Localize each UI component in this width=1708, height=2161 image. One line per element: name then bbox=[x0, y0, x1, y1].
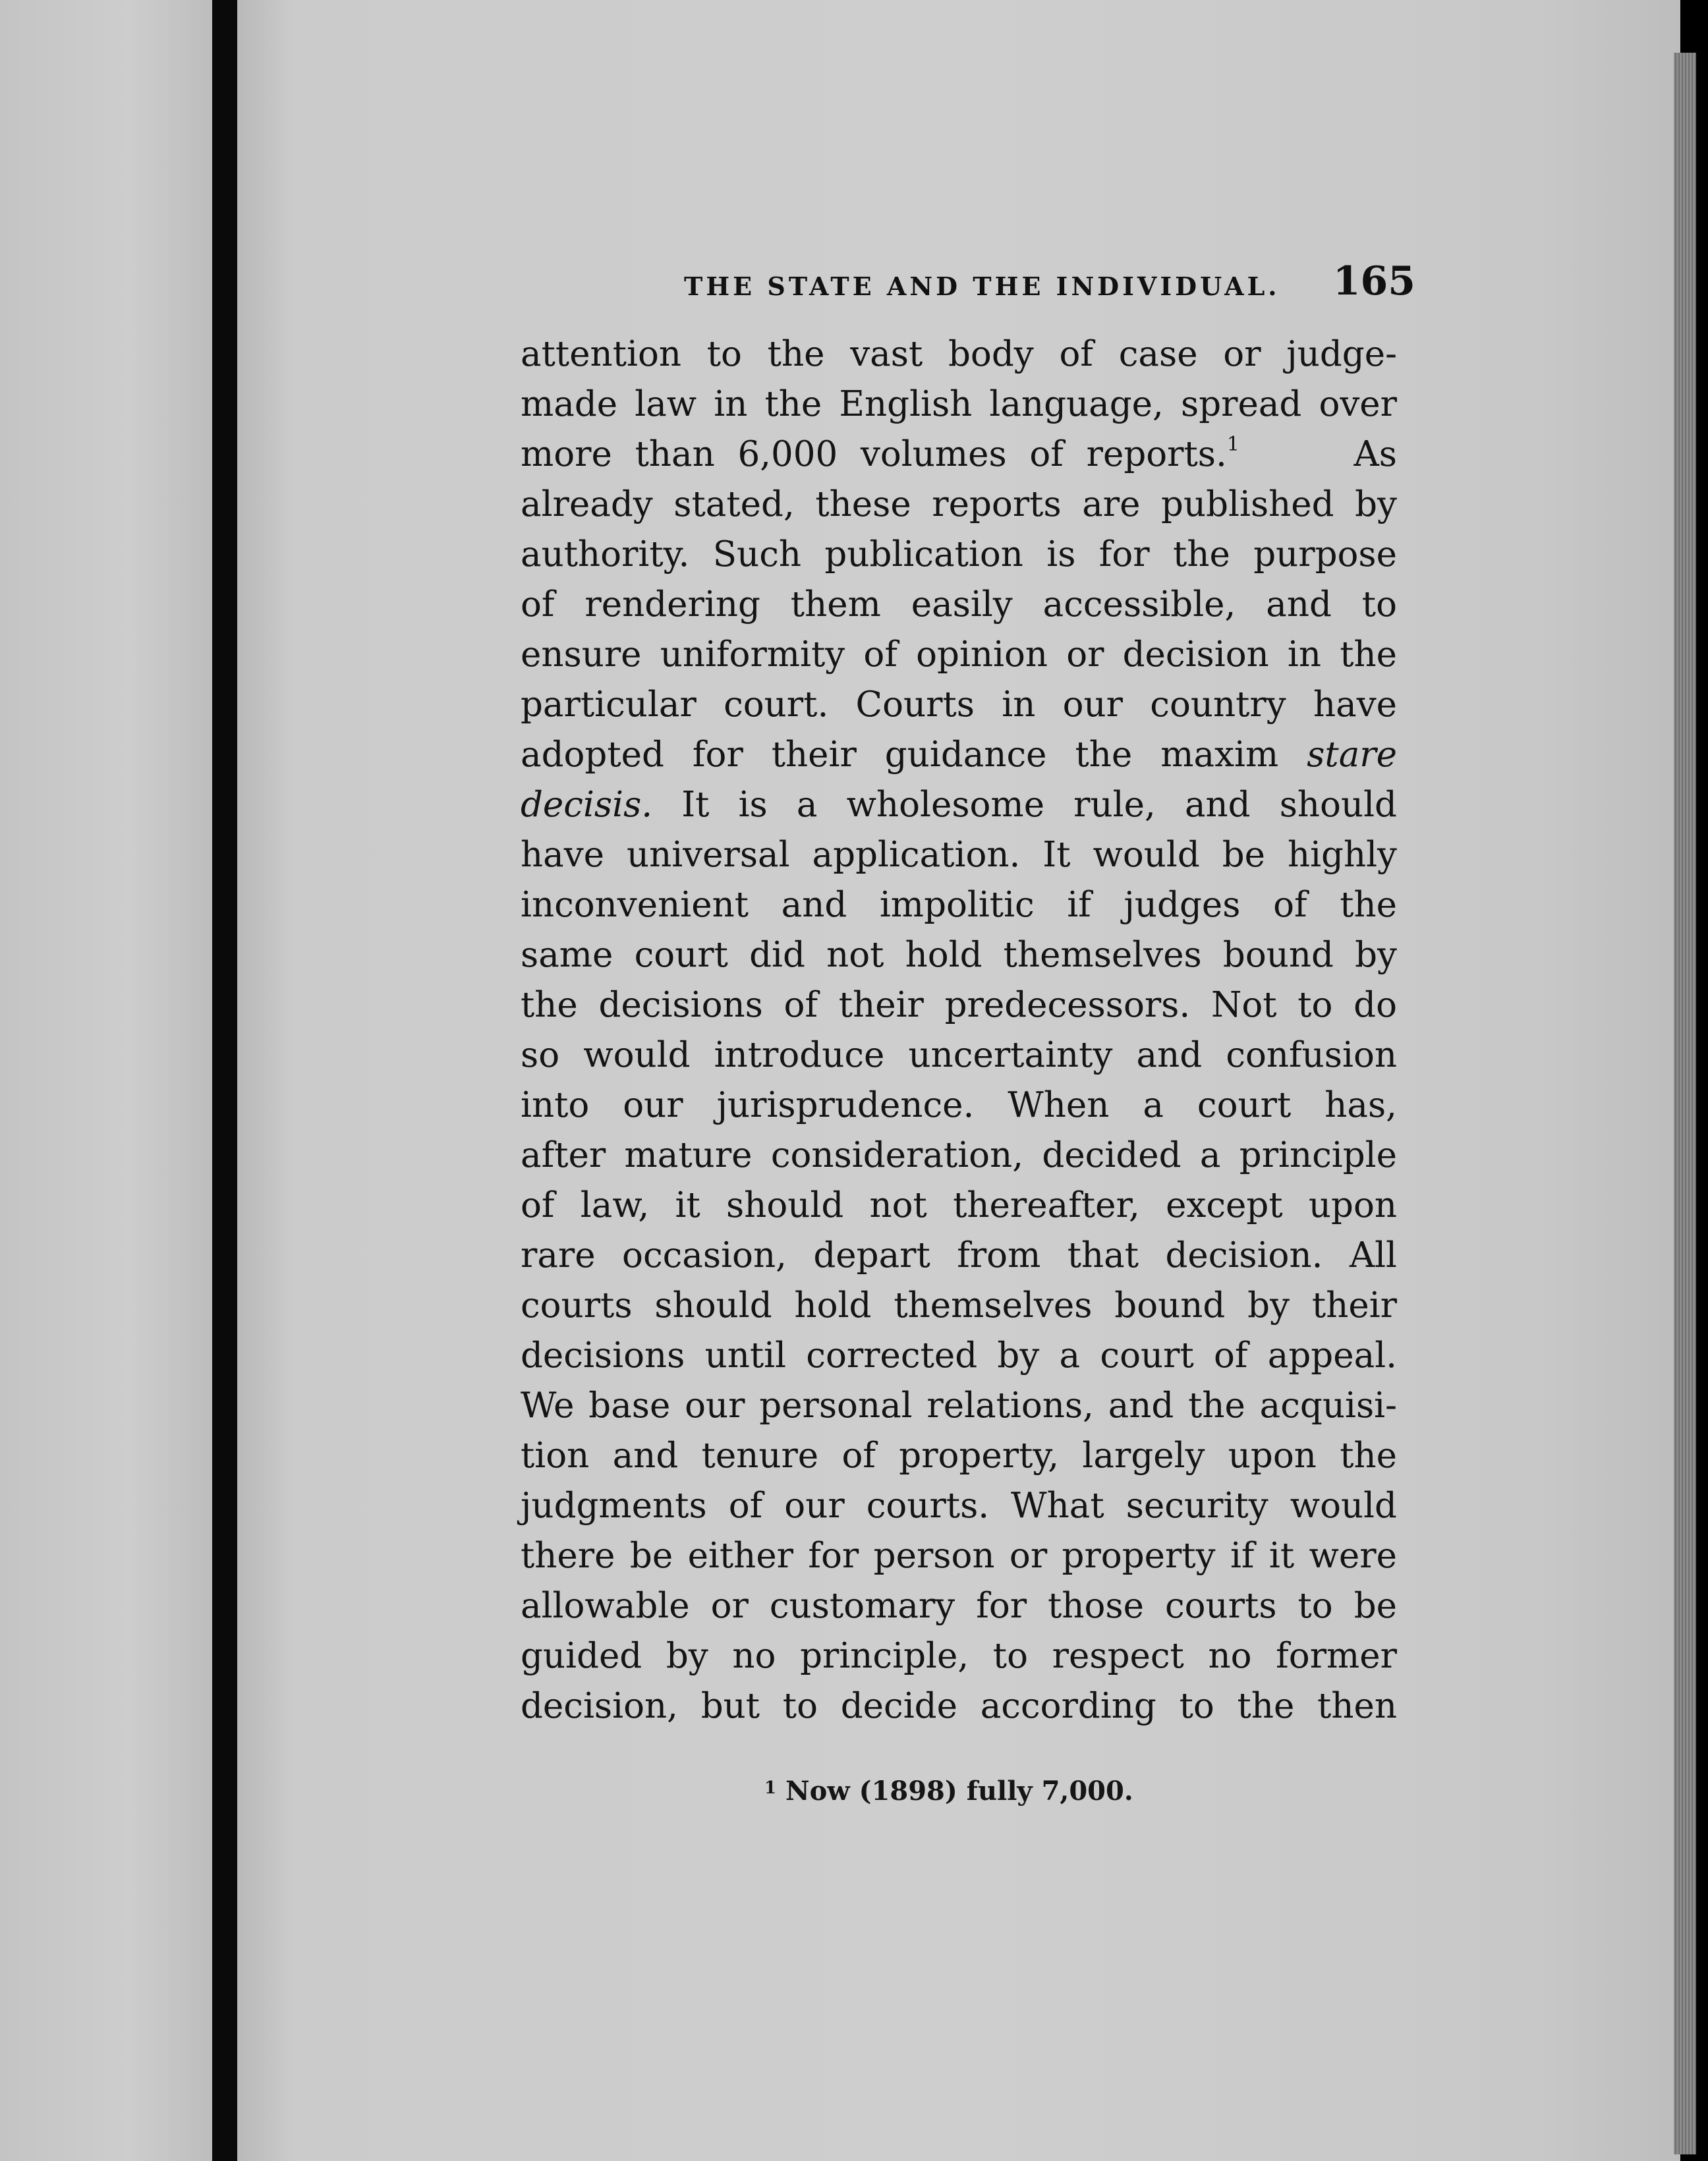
footnote-reference: 1 bbox=[1226, 433, 1239, 456]
text-line: attention to the vast body of case or judge- bbox=[521, 334, 1397, 374]
text-line bbox=[521, 730, 1397, 780]
page-number: 165 bbox=[1332, 258, 1415, 304]
text-line: so would introduce uncertainty and confusion bbox=[521, 1035, 1397, 1075]
text-line: rare occasion, depart from that decision. All bbox=[521, 1235, 1397, 1276]
text-line: into our jurisprudence. When a court has, bbox=[521, 1085, 1397, 1125]
italic-term: decisis. bbox=[521, 785, 653, 825]
text-line-segment: adopted for their guidance the maxim bbox=[521, 735, 1279, 775]
text-line-segment: more than 6,000 volumes of reports. bbox=[521, 434, 1227, 474]
text-line-segment: As bbox=[1353, 434, 1397, 474]
text-line: of law, it should not thereafter, except upon bbox=[521, 1185, 1397, 1225]
running-title: THE STATE AND THE INDIVIDUAL. bbox=[684, 271, 1280, 301]
page-header bbox=[684, 258, 1415, 318]
text-line: allowable or customary for those courts to be bbox=[521, 1586, 1397, 1626]
text-line: We base our personal relations, and the acquisi- bbox=[521, 1386, 1397, 1426]
text-line: ensure uniformity of opinion or decision in the bbox=[521, 634, 1397, 675]
text-line: tion and tenure of property, largely upon the bbox=[521, 1436, 1397, 1476]
book-gutter bbox=[212, 0, 237, 2161]
left-facing-page bbox=[0, 0, 212, 2161]
text-line-segment: It is a wholesome rule, and should bbox=[681, 785, 1397, 825]
page-edges bbox=[1674, 53, 1696, 2154]
footnote-text: Now (1898) fully 7,000. bbox=[785, 1776, 1133, 1807]
text-line: inconvenient and impolitic if judges of the bbox=[521, 885, 1397, 925]
text-line: same court did not hold themselves bound by bbox=[521, 935, 1397, 975]
text-line: made law in the English language, spread over bbox=[521, 384, 1397, 424]
footnote-marker: 1 bbox=[764, 1778, 777, 1798]
footnote bbox=[764, 1776, 1133, 1807]
text-line: particular court. Courts in our country have bbox=[521, 685, 1397, 725]
body-text bbox=[521, 329, 1397, 1731]
text-line: courts should hold themselves bound by their bbox=[521, 1285, 1397, 1326]
italic-term: stare bbox=[1307, 735, 1397, 775]
text-line: guided by no principle, to respect no former bbox=[521, 1636, 1397, 1676]
text-line bbox=[521, 780, 1397, 830]
text-line: decisions until corrected by a court of appeal. bbox=[521, 1335, 1397, 1376]
text-line: of rendering them easily accessible, and to bbox=[521, 584, 1397, 625]
text-line: after mature consideration, decided a principle bbox=[521, 1135, 1397, 1175]
text-line: the decisions of their predecessors. Not to do bbox=[521, 985, 1397, 1025]
text-line bbox=[521, 430, 1397, 480]
text-line: decision, but to decide according to the then bbox=[521, 1686, 1397, 1726]
text-line: have universal application. It would be highly bbox=[521, 835, 1397, 875]
text-line: there be either for person or property if it were bbox=[521, 1536, 1397, 1576]
text-line: already stated, these reports are published by bbox=[521, 484, 1397, 524]
text-line: authority. Such publication is for the purpose bbox=[521, 534, 1397, 575]
text-line: judgments of our courts. What security would bbox=[521, 1486, 1397, 1526]
